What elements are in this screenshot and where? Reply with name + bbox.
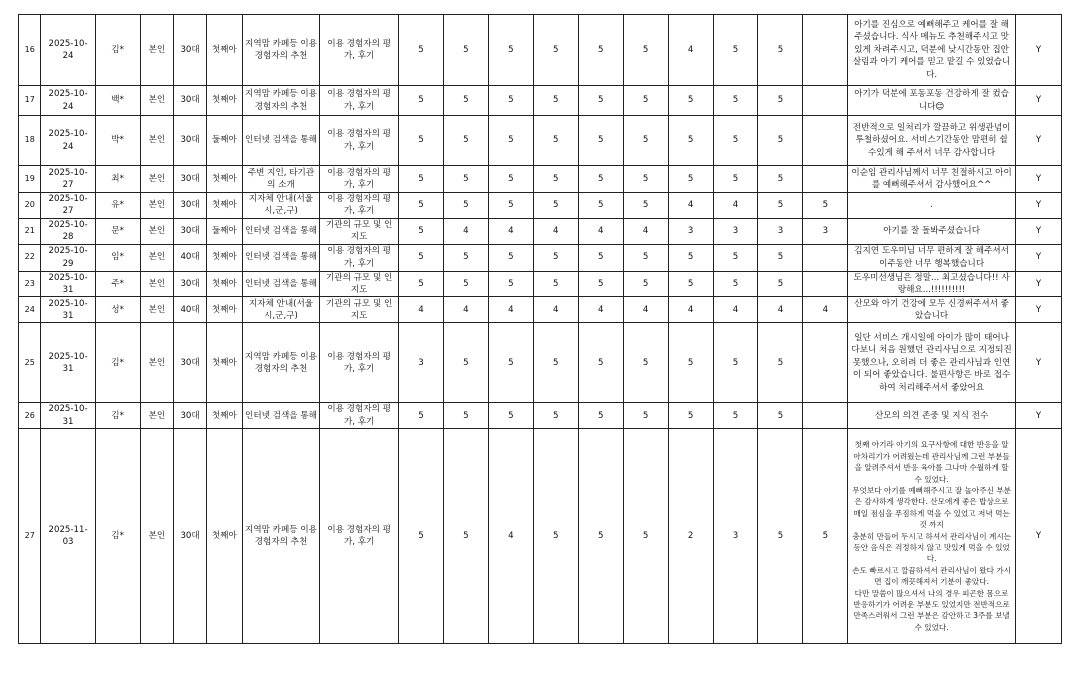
selection-reason: 기관의 규모 및 인지도 [320,297,399,323]
score-cell: 5 [578,403,623,429]
score-cell: 5 [713,86,758,116]
row-number: 25 [19,323,41,403]
child-order: 첫째아 [206,323,242,403]
score-cell: 5 [398,86,443,116]
survey-date: 2025-10-31 [41,323,95,403]
score-cell: 5 [533,86,578,116]
selection-reason: 이용 경험자의 평가, 후기 [320,116,399,166]
score-cell: 5 [398,403,443,429]
score-cell: 5 [398,244,443,271]
score-cell: 4 [488,218,533,244]
score-cell-empty [803,166,848,193]
comment-cell: 아기를 잘 돌봐주셨습니다 [848,218,1016,244]
table-row [19,244,1062,271]
score-cell: 4 [533,218,578,244]
score-cell: 4 [668,193,713,219]
referral-source: 지역맘 카페등 이용 경험자의 추천 [242,15,320,86]
score-cell: 5 [398,116,443,166]
child-order: 첫째아 [206,271,242,297]
row-number: 26 [19,403,41,429]
selection-reason: 이용 경험자의 평가, 후기 [320,429,399,644]
score-cell: 5 [623,166,668,193]
respondent-age: 40대 [174,244,207,271]
referral-source: 지자체 안내(서울시,군,구) [242,297,320,323]
respondent-relation: 본인 [140,271,174,297]
score-cell: 5 [623,116,668,166]
respondent-relation: 본인 [140,193,174,219]
agree-flag: Y [1015,218,1061,244]
score-cell: 4 [623,297,668,323]
score-cell: 4 [713,297,758,323]
score-cell-empty [803,86,848,116]
respondent-age: 30대 [174,193,207,219]
score-cell: 4 [803,297,848,323]
score-cell: 5 [713,244,758,271]
score-cell: 5 [578,193,623,219]
score-cell: 5 [533,403,578,429]
selection-reason: 이용 경험자의 평가, 후기 [320,86,399,116]
respondent-name: 백* [95,86,140,116]
respondent-age: 30대 [174,323,207,403]
referral-source: 인터넷 검색을 통해 [242,218,320,244]
respondent-age: 30대 [174,403,207,429]
referral-source: 인터넷 검색을 통해 [242,116,320,166]
score-cell: 5 [578,429,623,644]
table-row [19,297,1062,323]
score-cell: 5 [758,86,803,116]
agree-flag: Y [1015,323,1061,403]
score-cell: 5 [398,429,443,644]
table-row [19,218,1062,244]
child-order: 첫째아 [206,244,242,271]
score-cell: 3 [758,218,803,244]
score-cell: 5 [713,166,758,193]
survey-date: 2025-10-29 [41,244,95,271]
table-row [19,403,1062,429]
score-cell: 5 [578,323,623,403]
table-row [19,86,1062,116]
survey-date: 2025-11-03 [41,429,95,644]
score-cell: 5 [443,271,488,297]
comment-cell: 도우미선생님은 정말... 최고셨습니다!! 사랑해요...!!!!!!!!!! [848,271,1016,297]
score-cell: 5 [758,116,803,166]
score-cell: 4 [668,15,713,86]
score-cell: 5 [533,271,578,297]
child-order: 첫째아 [206,15,242,86]
score-cell-empty [803,15,848,86]
score-cell: 5 [443,323,488,403]
score-cell: 4 [578,297,623,323]
respondent-relation: 본인 [140,297,174,323]
score-cell: 5 [758,323,803,403]
score-cell: 5 [443,15,488,86]
respondent-name: 최* [95,166,140,193]
row-number: 18 [19,116,41,166]
survey-date: 2025-10-27 [41,166,95,193]
score-cell: 5 [443,116,488,166]
score-cell: 5 [578,166,623,193]
comment-cell: 산모의 의견 존중 및 지식 전수 [848,403,1016,429]
score-cell: 5 [713,15,758,86]
selection-reason: 이용 경험자의 평가, 후기 [320,15,399,86]
score-cell: 5 [488,116,533,166]
agree-flag: Y [1015,429,1061,644]
respondent-relation: 본인 [140,429,174,644]
referral-source: 지자체 안내(서울시,군,구) [242,193,320,219]
comment-cell: 아기가 덕분에 포동포동 건강하게 잘 컸습니다😊 [848,86,1016,116]
score-cell: 5 [758,271,803,297]
respondent-relation: 본인 [140,86,174,116]
agree-flag: Y [1015,271,1061,297]
agree-flag: Y [1015,193,1061,219]
selection-reason: 이용 경험자의 평가, 후기 [320,323,399,403]
score-cell: 5 [533,193,578,219]
respondent-relation: 본인 [140,323,174,403]
agree-flag: Y [1015,297,1061,323]
agree-flag: Y [1015,244,1061,271]
score-cell: 5 [623,323,668,403]
score-cell: 5 [488,271,533,297]
selection-reason: 기관의 규모 및 인지도 [320,218,399,244]
comment-cell: 산모와 아기 건강에 모두 신경써주셔서 좋았습니다 [848,297,1016,323]
respondent-relation: 본인 [140,116,174,166]
score-cell: 5 [488,323,533,403]
score-cell: 5 [578,86,623,116]
score-cell: 4 [533,297,578,323]
respondent-name: 주* [95,271,140,297]
child-order: 둘째아 [206,116,242,166]
referral-source: 지역맘 카페등 이용 경험자의 추천 [242,323,320,403]
score-cell: 5 [443,403,488,429]
score-cell: 5 [533,166,578,193]
selection-reason: 이용 경험자의 평가, 후기 [320,193,399,219]
agree-flag: Y [1015,86,1061,116]
score-cell: 5 [623,244,668,271]
respondent-relation: 본인 [140,218,174,244]
survey-date: 2025-10-24 [41,15,95,86]
comment-line: 다만 말씀이 많으셔서 나의 경우 피곤한 몸으로 반응하기가 어려운 부분도 있었지만 전반적으로 만족스러워서 그런 부분은 감안하고 3주를 보낼 수 있었다. [853,588,1010,632]
row-number: 24 [19,297,41,323]
comment-cell: . [848,193,1016,219]
score-cell: 5 [533,429,578,644]
score-cell: 4 [488,429,533,644]
score-cell: 4 [443,297,488,323]
comment-line: 손도 빠르시고 깔끔하셔서 관리사님이 왔다 가시면 집이 깨끗해져서 기분이 좋았다. [852,565,1011,587]
selection-reason: 기관의 규모 및 인지도 [320,271,399,297]
comment-line: 무엇보다 아기를 예뻐해주시고 잘 놀아주신 부분은 감사하게 생각한다. 산모에게 좋은 밥상으로 매일 점심을 푸짐하게 먹을 수 있었고 저녁 먹는 것 까지 [852,485,1011,530]
score-cell: 4 [488,297,533,323]
score-cell: 5 [578,15,623,86]
table-row [19,193,1062,219]
selection-reason: 이용 경험자의 평가, 후기 [320,244,399,271]
score-cell: 5 [668,86,713,116]
score-cell: 5 [488,166,533,193]
row-number: 16 [19,15,41,86]
child-order: 첫째아 [206,166,242,193]
referral-source: 인터넷 검색을 통해 [242,271,320,297]
score-cell: 5 [578,116,623,166]
survey-results-table [18,14,1062,644]
child-order: 첫째아 [206,86,242,116]
score-cell: 5 [713,116,758,166]
score-cell: 4 [758,297,803,323]
score-cell: 5 [398,218,443,244]
score-cell: 3 [713,429,758,644]
score-cell-empty [803,116,848,166]
child-order: 첫째아 [206,297,242,323]
table-body [19,15,1062,644]
referral-source: 지역맘 카페등 이용 경험자의 추천 [242,429,320,644]
respondent-relation: 본인 [140,166,174,193]
row-number: 19 [19,166,41,193]
score-cell: 5 [668,116,713,166]
score-cell: 5 [488,193,533,219]
score-cell: 5 [758,15,803,86]
row-number: 20 [19,193,41,219]
score-cell: 5 [533,323,578,403]
score-cell: 5 [443,86,488,116]
referral-source: 지역맘 카페등 이용 경험자의 추천 [242,86,320,116]
score-cell: 5 [533,244,578,271]
table-row [19,166,1062,193]
row-number: 23 [19,271,41,297]
respondent-age: 30대 [174,218,207,244]
respondent-name: 임* [95,244,140,271]
score-cell: 5 [758,403,803,429]
score-cell: 4 [398,297,443,323]
score-cell: 3 [713,218,758,244]
score-cell-empty [803,244,848,271]
score-cell: 5 [623,15,668,86]
respondent-name: 김* [95,403,140,429]
score-cell: 2 [668,429,713,644]
score-cell: 5 [623,271,668,297]
child-order: 둘째아 [206,218,242,244]
respondent-age: 30대 [174,166,207,193]
score-cell: 5 [398,271,443,297]
row-number: 21 [19,218,41,244]
score-cell: 5 [533,15,578,86]
score-cell: 5 [713,323,758,403]
survey-date: 2025-10-31 [41,297,95,323]
table-row [19,323,1062,403]
score-cell: 5 [668,166,713,193]
comment-cell: 이순임 관리사님께서 너무 친절하시고 아이를 예뻐해주셔서 감사했어요^^ [848,166,1016,193]
table-row [19,116,1062,166]
child-order: 첫째아 [206,403,242,429]
score-cell: 5 [443,244,488,271]
score-cell: 5 [398,193,443,219]
score-cell: 5 [803,429,848,644]
respondent-age: 30대 [174,86,207,116]
referral-source: 인터넷 검색을 통해 [242,244,320,271]
score-cell: 5 [668,403,713,429]
comment-line: 충분히 만들어 두시고 하셔서 관리사님이 계시는 동안 음식은 걱정하지 않고 맛있게 먹을 수 있었다. [852,531,1011,564]
score-cell: 5 [578,271,623,297]
score-cell: 5 [623,403,668,429]
score-cell: 3 [668,218,713,244]
score-cell: 5 [623,193,668,219]
survey-date: 2025-10-24 [41,116,95,166]
score-cell: 5 [578,244,623,271]
score-cell: 5 [398,15,443,86]
score-cell: 5 [668,323,713,403]
row-number: 17 [19,86,41,116]
score-cell: 5 [398,166,443,193]
score-cell: 5 [488,244,533,271]
score-cell: 5 [623,86,668,116]
survey-date: 2025-10-24 [41,86,95,116]
score-cell: 5 [713,403,758,429]
score-cell: 4 [578,218,623,244]
score-cell: 5 [758,429,803,644]
score-cell-empty [803,271,848,297]
score-cell: 5 [443,166,488,193]
respondent-relation: 본인 [140,403,174,429]
referral-source: 인터넷 검색을 통해 [242,403,320,429]
comment-cell [848,429,1016,644]
score-cell: 5 [668,244,713,271]
score-cell: 5 [533,116,578,166]
selection-reason: 이용 경험자의 평가, 후기 [320,403,399,429]
row-number: 27 [19,429,41,644]
score-cell: 5 [443,429,488,644]
comment-line: 첫째 아기라 아기의 요구사항에 대한 반응을 알아차리기가 어려웠는데 관리사님께 그런 부분들을 알려주셔서 반응 육아를 그나마 수월하게 할 수 있었다. [853,440,1010,484]
survey-date: 2025-10-31 [41,271,95,297]
respondent-name: 김* [95,323,140,403]
child-order: 첫째아 [206,193,242,219]
score-cell-empty [803,403,848,429]
score-cell: 5 [488,15,533,86]
agree-flag: Y [1015,116,1061,166]
survey-date: 2025-10-31 [41,403,95,429]
score-cell-empty [803,323,848,403]
respondent-age: 30대 [174,15,207,86]
agree-flag: Y [1015,403,1061,429]
score-cell: 5 [758,244,803,271]
comment-cell: 아기를 진심으로 예뻐해주고 케어를 잘 해주셨습니다. 식사 메뉴도 추천해주시고 맛있게 차려주시고, 덕분에 낮시간동안 집안살림과 아기 케어를 믿고 맡길 수 있었습니다. [848,15,1016,86]
agree-flag: Y [1015,166,1061,193]
respondent-name: 유* [95,193,140,219]
table-row [19,271,1062,297]
score-cell: 5 [623,429,668,644]
selection-reason: 이용 경험자의 평가, 후기 [320,166,399,193]
table-row [19,15,1062,86]
score-cell: 4 [623,218,668,244]
score-cell: 5 [713,271,758,297]
score-cell: 5 [443,193,488,219]
respondent-relation: 본인 [140,244,174,271]
score-cell: 3 [398,323,443,403]
score-cell: 5 [668,271,713,297]
score-cell: 3 [803,218,848,244]
score-cell: 5 [803,193,848,219]
score-cell: 5 [758,193,803,219]
comment-cell: 일단 서비스 개시일에 아이가 많이 태어나다보니 처음 원했던 관리사님으로 지정되진 못했으나, 오히려 더 좋은 관리사님과 인연이 되어 좋았습니다. 불편사항은 바로 접수하여 처리해주셔서 좋았어요 [848,323,1016,403]
score-cell: 4 [713,193,758,219]
score-cell: 5 [758,166,803,193]
respondent-age: 30대 [174,116,207,166]
row-number: 22 [19,244,41,271]
respondent-age: 30대 [174,429,207,644]
comment-cell: 전반적으로 일처리가 깔끔하고 위생관념이 투철하셨어요. 서비스기간동안 맘편히 쉴 수있게 해 주셔서 너무 감사합니다 [848,116,1016,166]
respondent-name: 박* [95,116,140,166]
child-order: 첫째아 [206,429,242,644]
respondent-name: 김* [95,429,140,644]
score-cell: 4 [668,297,713,323]
score-cell: 4 [443,218,488,244]
respondent-name: 김* [95,15,140,86]
referral-source: 주변 지인, 타기관의 소개 [242,166,320,193]
respondent-age: 40대 [174,297,207,323]
comment-cell: 김지연 도우미님 너무 편하게 잘 해주셔서 이주동안 너무 행복했습니다 [848,244,1016,271]
table-row [19,429,1062,644]
agree-flag: Y [1015,15,1061,86]
score-cell: 5 [488,86,533,116]
survey-date: 2025-10-27 [41,193,95,219]
respondent-age: 30대 [174,271,207,297]
score-cell: 5 [488,403,533,429]
respondent-name: 문* [95,218,140,244]
survey-date: 2025-10-28 [41,218,95,244]
respondent-relation: 본인 [140,15,174,86]
respondent-name: 성* [95,297,140,323]
